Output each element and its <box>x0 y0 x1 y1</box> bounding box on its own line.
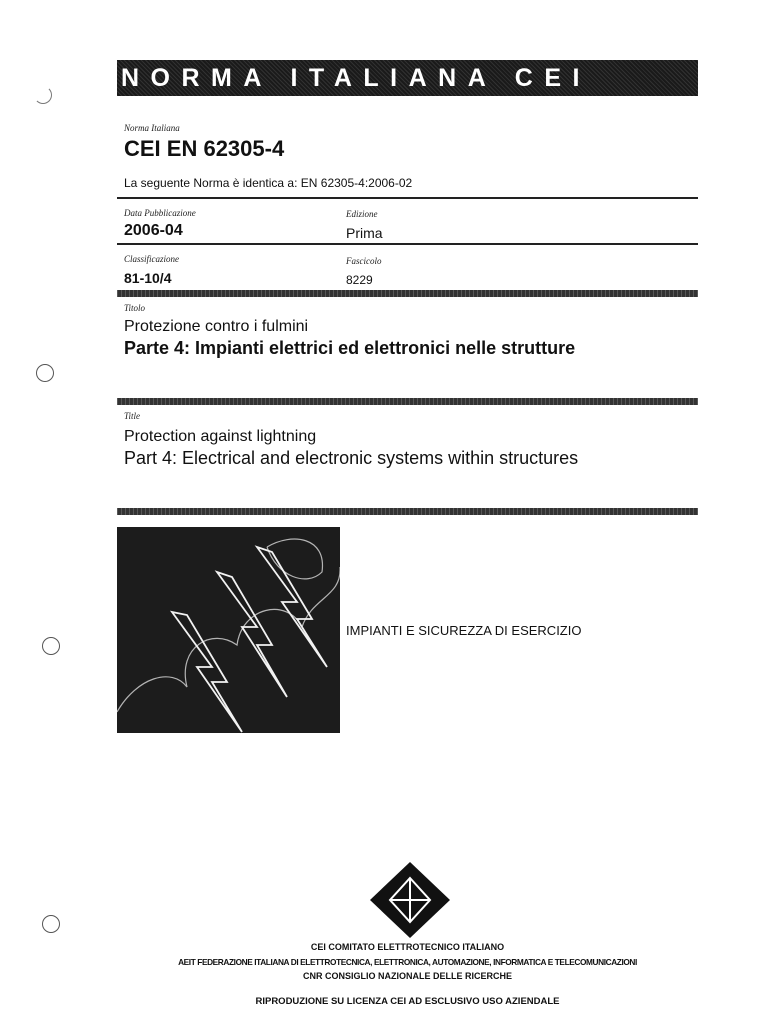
title-line1: Protection against lightning <box>124 428 317 445</box>
edizione-label: Edizione <box>346 209 378 219</box>
footer-cei-text: CEI COMITATO ELETTROTECNICO ITALIANO <box>310 942 505 952</box>
footer-aeit-text: AEIT FEDERAZIONE ITALIANA DI ELETTROTECNICA, ELETTRONICA, AUTOMAZIONE, INFORMATICA E TELECOMUNICAZIONI <box>178 957 637 967</box>
classificazione-value: 81-10/4 <box>124 270 172 286</box>
standard-code: CEI EN 62305-4 <box>124 136 285 161</box>
category-label: IMPIANTI E SICUREZZA DI ESERCIZIO <box>346 623 582 638</box>
footer-aeit <box>117 957 698 967</box>
titolo-line1: Protezione contro i fulmini <box>124 318 309 335</box>
classificazione-label: Classificazione <box>124 254 180 264</box>
title-label: Title <box>124 411 141 421</box>
data-pubblicazione-label: Data Pubblicazione <box>124 208 196 218</box>
divider-thick <box>117 508 698 515</box>
banner-title: NORMA ITALIANA CEI <box>121 63 591 92</box>
fascicolo-label: Fascicolo <box>346 256 382 266</box>
titolo-line2: Parte 4: Impianti elettrici ed elettronici nelle strutture <box>124 338 576 358</box>
edizione-value: Prima <box>346 225 383 241</box>
title-line2: Part 4: Electrical and electronic systems within structures <box>124 448 579 468</box>
norma-label: Norma Italiana <box>124 123 180 133</box>
punch-hole-top <box>34 86 52 104</box>
punch-hole <box>36 364 54 382</box>
footer-cei <box>117 942 698 952</box>
footer-license-text: RIPRODUZIONE SU LICENZA CEI AD ESCLUSIVO USO AZIENDALE <box>255 996 560 1007</box>
lightning-illustration <box>117 527 340 733</box>
cei-logo-icon <box>370 862 450 938</box>
punch-hole <box>42 637 60 655</box>
norma-banner <box>117 60 698 96</box>
divider <box>117 243 698 245</box>
footer-cnr-text: CNR CONSIGLIO NAZIONALE DELLE RICERCHE <box>302 971 512 981</box>
footer-license <box>117 996 698 1007</box>
divider <box>117 197 698 199</box>
divider-thick <box>117 398 698 405</box>
punch-hole <box>42 915 60 933</box>
titolo-label: Titolo <box>124 303 146 313</box>
divider-thick <box>117 290 698 297</box>
illustration-background <box>117 527 340 733</box>
fascicolo-value: 8229 <box>346 273 373 287</box>
footer-cnr <box>117 971 698 981</box>
data-pubblicazione-value: 2006-04 <box>124 222 183 239</box>
identical-text: La seguente Norma è identica a: EN 62305-4:2006-02 <box>124 176 413 190</box>
